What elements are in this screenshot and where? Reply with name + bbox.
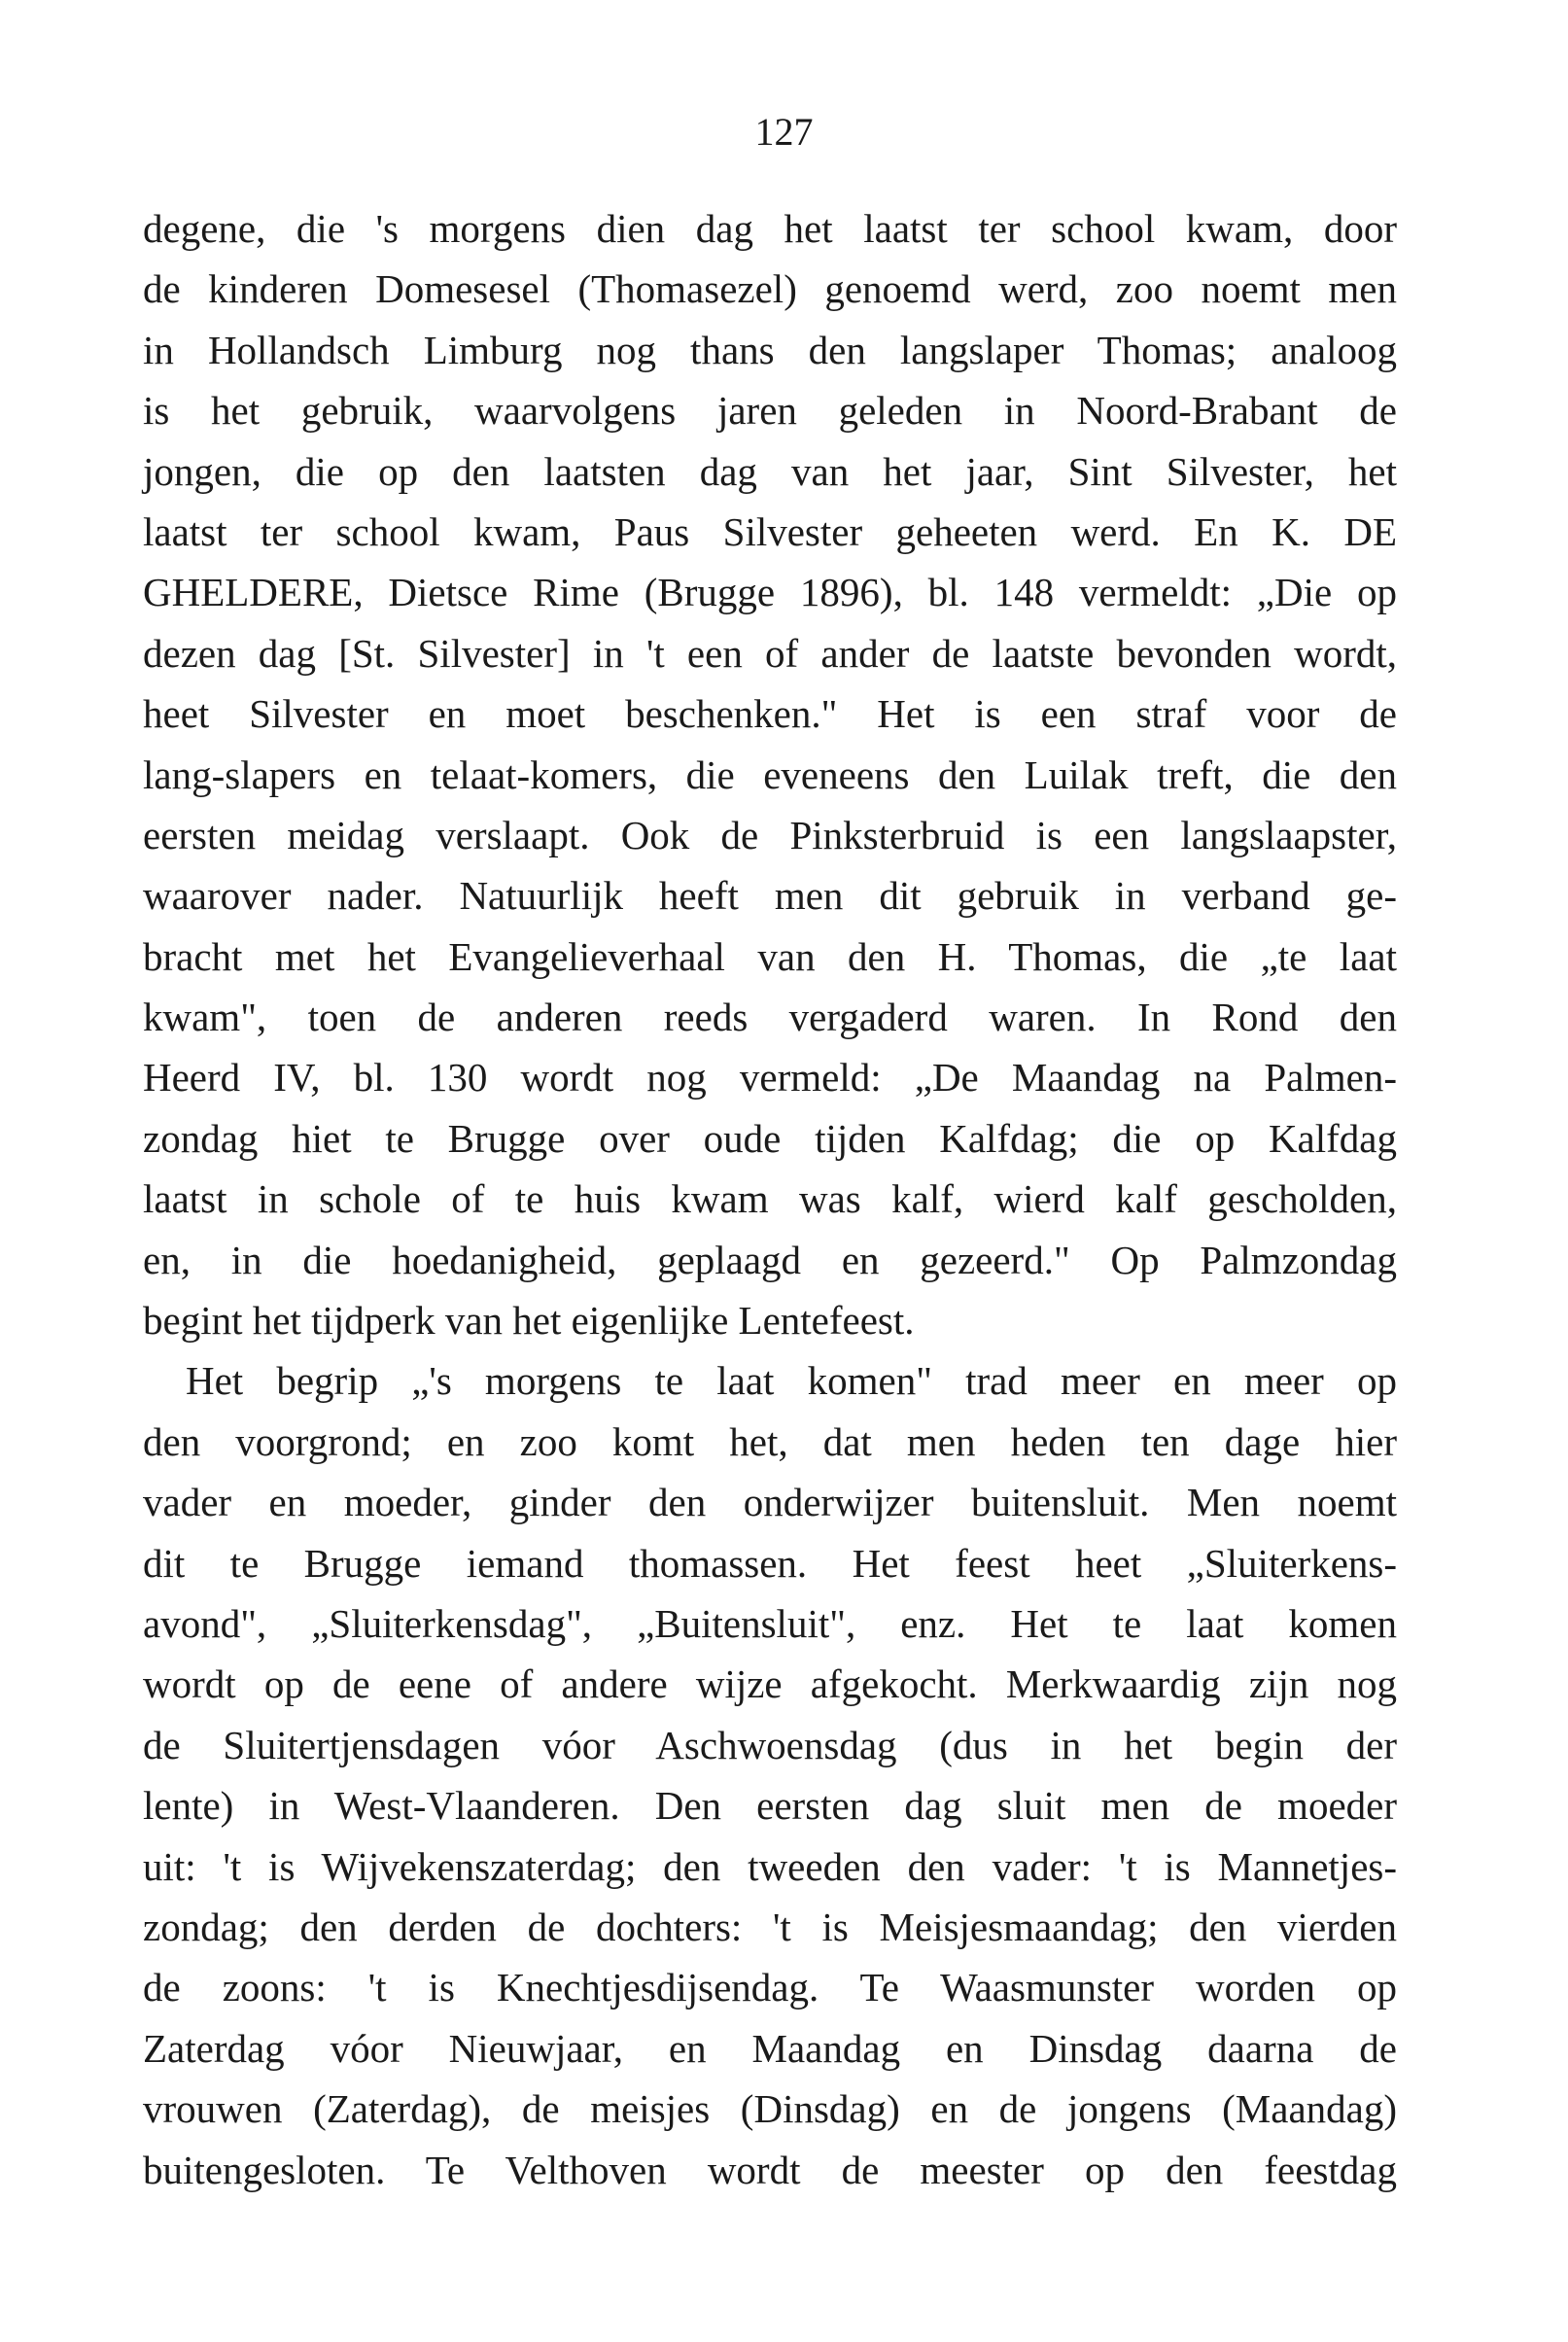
text-line: is het gebruik, waarvolgens jaren geleden in Noord-Brabant de <box>143 388 1397 434</box>
text-line: jongen, die op den laatsten dag van het jaar, Sint Silvester, het <box>143 448 1397 494</box>
text-line: waarover nader. Natuurlijk heeft men dit gebruik in verband ge- <box>143 873 1397 919</box>
text-line: wordt op de eene of andere wijze afgekocht. Merkwaardig zijn nog <box>143 1661 1397 1707</box>
text-line: en, in die hoedanigheid, geplaagd en gezeerd." Op Palmzondag <box>143 1237 1397 1282</box>
text-line: avond", „Sluiterkensdag", „Buitensluit", enz. Het te laat komen <box>143 1600 1397 1646</box>
text-line: de kinderen Domesesel (Thomasezel) genoemd werd, zoo noemt men <box>143 266 1397 312</box>
text-line: heet Silvester en moet beschenken." Het is een straf voor de <box>143 691 1397 737</box>
text-line: de zoons: 't is Knechtjesdijsendag. Te Waasmunster worden op <box>143 1965 1397 2010</box>
text-line: kwam", toen de anderen reeds vergaderd waren. In Rond den <box>143 995 1397 1040</box>
text-line: laatst ter school kwam, Paus Silvester geheeten werd. En K. DE <box>143 508 1397 554</box>
text-line: den voorgrond; en zoo komt het, dat men heden ten dage hier <box>143 1418 1397 1464</box>
text-line: eersten meidag verslaapt. Ook de Pinksterbruid is een langslaapster, <box>143 812 1397 857</box>
text-line: vrouwen (Zaterdag), de meisjes (Dinsdag) en de jongens (Maandag) <box>143 2086 1397 2132</box>
body-text <box>143 198 1397 2200</box>
text-line: begint het tijdperk van het eigenlijke Lentefeest. <box>143 1298 915 1344</box>
text-line: vader en moeder, ginder den onderwijzer buitensluit. Men noemt <box>143 1480 1397 1525</box>
text-line: GHELDERE, Dietsce Rime (Brugge 1896), bl. 148 vermeldt: „Die op <box>143 570 1397 615</box>
text-line: dezen dag [St. Silvester] in 't een of ander de laatste bevonden wordt, <box>143 630 1397 676</box>
text-line: Het begrip „'s morgens te laat komen" trad meer en meer op <box>186 1358 1397 1404</box>
text-line: in Hollandsch Limburg nog thans den langslaper Thomas; analoog <box>143 327 1397 372</box>
text-line: zondag hiet te Brugge over oude tijden Kalfdag; die op Kalfdag <box>143 1115 1397 1161</box>
text-line: zondag; den derden de dochters: 't is Meisjesmaandag; den vierden <box>143 1904 1397 1949</box>
text-line: laatst in schole of te huis kwam was kalf, wierd kalf gescholden, <box>143 1176 1397 1222</box>
text-line: lang-slapers en telaat-komers, die eveneens den Luilak treft, die den <box>143 752 1397 797</box>
text-line: bracht met het Evangelieverhaal van den H. Thomas, die „te laat <box>143 933 1397 979</box>
text-line: Heerd IV, bl. 130 wordt nog vermeld: „De Maandag na Palmen- <box>143 1055 1397 1101</box>
page-number: 127 <box>754 110 814 154</box>
text-line: de Sluitertjensdagen vóor Aschwoensdag (dus in het begin der <box>143 1722 1397 1767</box>
text-line: lente) in West-Vlaanderen. Den eersten dag sluit men de moeder <box>143 1783 1397 1829</box>
text-line: uit: 't is Wijvekenszaterdag; den tweeden den vader: 't is Mannetjes- <box>143 1843 1397 1889</box>
text-line: Zaterdag vóor Nieuwjaar, en Maandag en Dinsdag daarna de <box>143 2025 1397 2071</box>
text-line: degene, die 's morgens dien dag het laatst ter school kwam, door <box>143 206 1397 251</box>
text-line: dit te Brugge iemand thomassen. Het feest heet „Sluiterkens- <box>143 1540 1397 1586</box>
text-line: buitengesloten. Te Velthoven wordt de meester op den feestdag <box>143 2147 1397 2192</box>
